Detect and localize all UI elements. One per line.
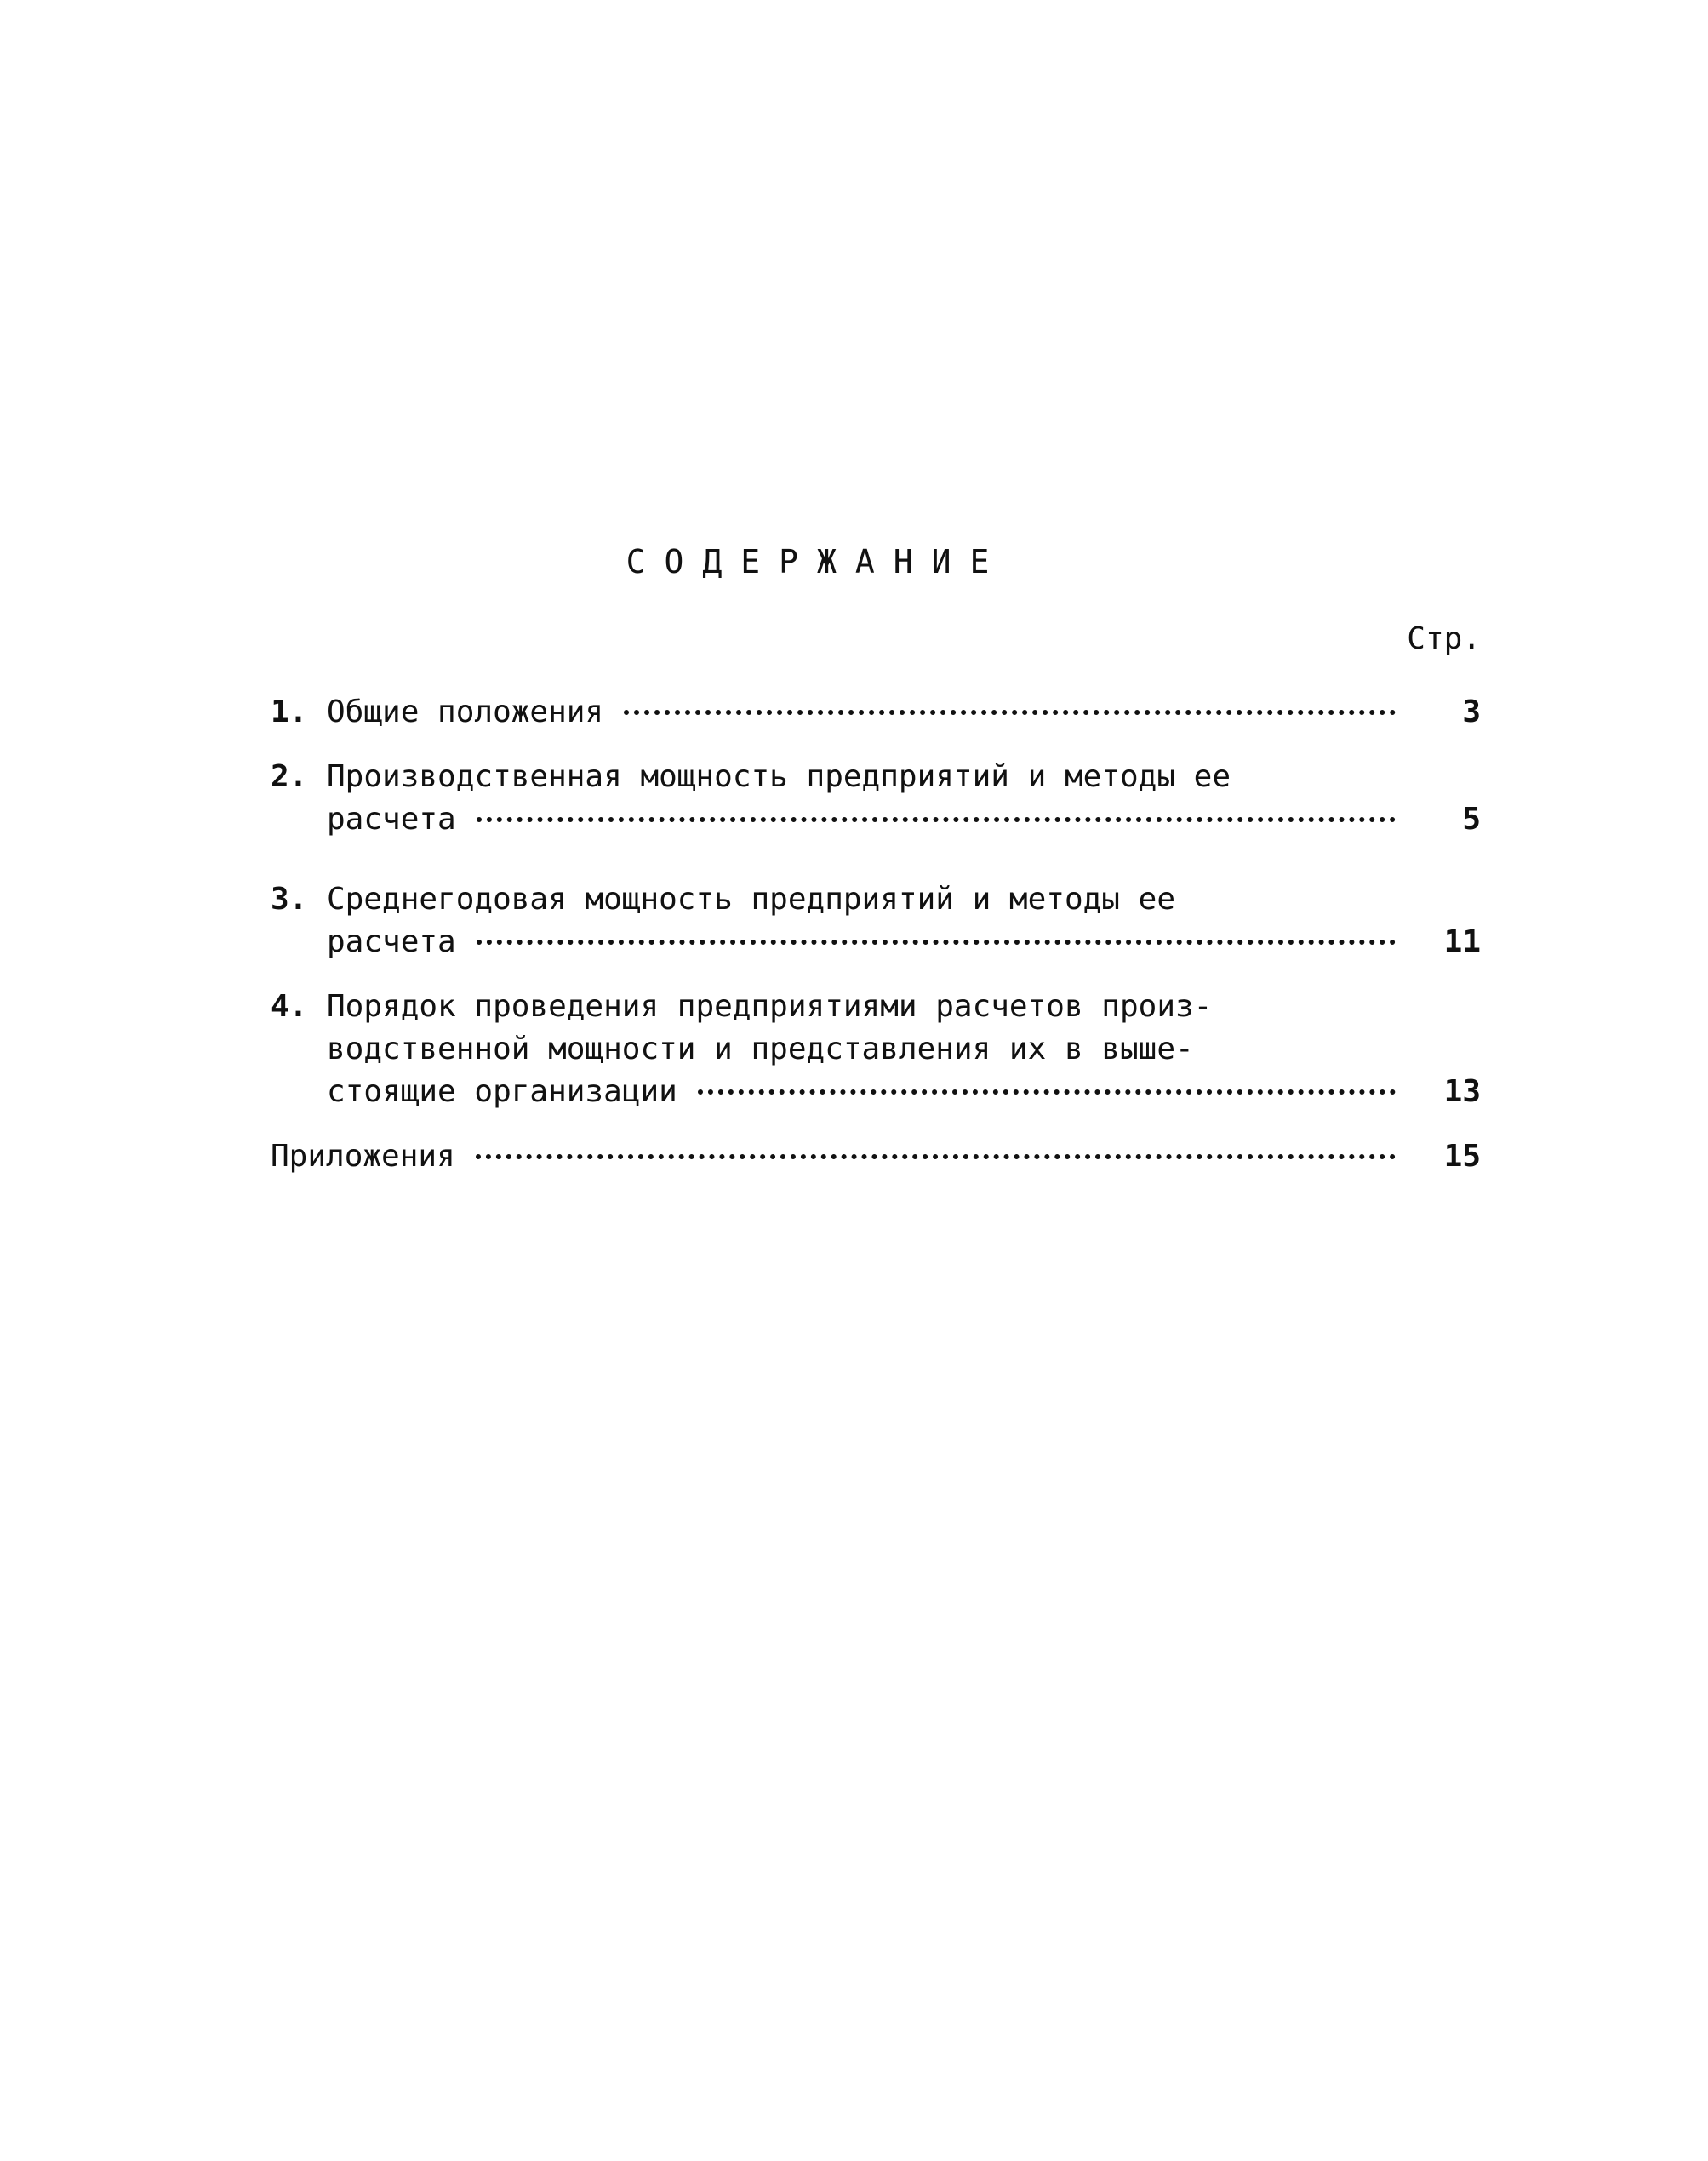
toc-entry-page: 15: [1443, 1139, 1481, 1174]
toc-entry-number: 3.: [271, 882, 308, 917]
toc-entry-number: 2.: [271, 759, 308, 794]
table-of-contents: [271, 691, 1481, 1178]
toc-entry-page: 3: [1462, 695, 1481, 729]
toc-entry-title: Общие положения: [327, 695, 604, 729]
dot-leader: [624, 710, 1396, 715]
toc-entry-title-continued: водственной мощности и представления их в выше-: [327, 1032, 1194, 1066]
page-column-header: Стр.: [1407, 621, 1481, 656]
toc-entry-page: 11: [1443, 924, 1481, 959]
toc-entry-title: Среднегодовая мощность предприятий и методы ее: [327, 882, 1175, 917]
toc-entry-title-continued: расчета: [327, 924, 456, 959]
toc-entry-page: 13: [1443, 1074, 1481, 1109]
toc-entry-title: Производственная мощность предприятий и методы ее: [327, 759, 1231, 794]
toc-entry-appendices[interactable]: [271, 1135, 1481, 1178]
toc-entry-title-continued: стоящие организации: [327, 1074, 677, 1109]
toc-entry-1[interactable]: [271, 691, 1481, 734]
dot-leader: [477, 940, 1396, 945]
dot-leader: [477, 817, 1396, 822]
toc-entry-4[interactable]: [271, 986, 1481, 1113]
page-title: СОДЕРЖАНИЕ: [626, 543, 1008, 580]
toc-entry-2[interactable]: [271, 756, 1481, 841]
toc-entry-title-continued: расчета: [327, 802, 456, 837]
toc-entry-3[interactable]: [271, 878, 1481, 963]
toc-entry-number: 4.: [271, 989, 308, 1024]
dot-leader: [476, 1154, 1396, 1159]
dot-leader: [698, 1089, 1396, 1095]
toc-entry-page: 5: [1462, 802, 1481, 837]
toc-entry-title: Порядок проведения предприятиями расчетов произ-: [327, 989, 1213, 1024]
toc-entry-title: Приложения: [271, 1139, 455, 1174]
toc-entry-number: 1.: [271, 695, 308, 729]
